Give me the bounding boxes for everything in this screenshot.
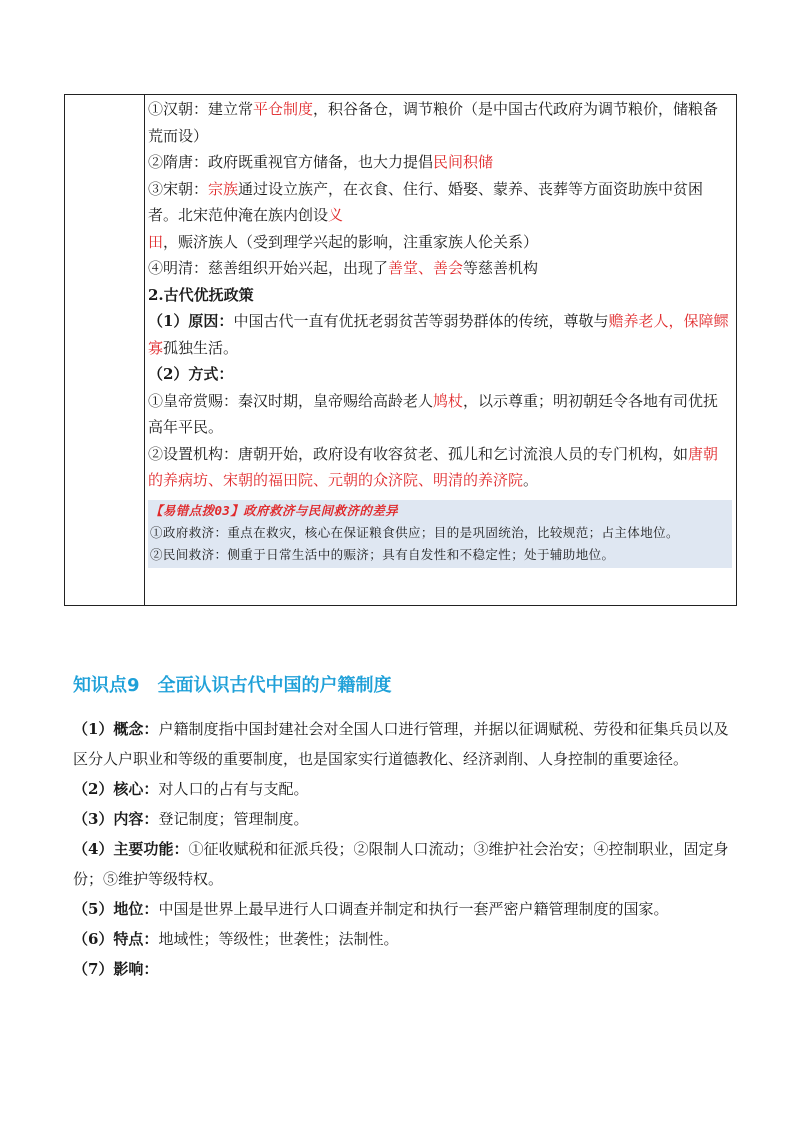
highlight: 民间积储 <box>433 153 494 171</box>
paragraph-mingqing: ④明清：慈善组织开始兴起，出现了善堂、善会等慈善机构 <box>148 259 539 277</box>
list-item: （6）特点：地域性；等级性；世袭性；法制性。 <box>73 930 399 948</box>
note-box <box>148 500 732 568</box>
item-label: （1）原因： <box>148 312 234 330</box>
subheading-youfu: 2.古代优抚政策 <box>148 285 254 304</box>
section-title: 知识点9 全面认识古代中国的户籍制度 <box>73 675 392 696</box>
list-item: （2）核心：对人口的占有与支配。 <box>73 780 309 798</box>
paragraph-han: ①汉朝：建立常平仓制度，积谷备仓，调节粮价（是中国古代政府为调节粮价，储粮备荒而设） <box>148 100 719 145</box>
highlight: 宗族 <box>208 179 239 198</box>
item-label: （3）内容： <box>73 810 159 828</box>
paragraph-method-2: ②设置机构：唐朝开始，政府设有收容贫老、孤儿和乞讨流浪人员的专门机构，如唐朝的养病坊、宋朝的福田院、元朝的众济院、明清的养济院。 <box>148 444 719 489</box>
item-label: （2）核心： <box>73 780 159 798</box>
paragraph-suitang: ②隋唐：政府既重视官方储备，也大力提倡民间积储 <box>148 153 494 171</box>
list-item: （1）概念：户籍制度指中国封建社会对全国人口进行管理，并据以征调赋税、劳役和征集兵员以及区分人户职业和等级的重要制度，也是国家实行道德教化、经济剥削、人身控制的重要途径。 <box>73 720 729 768</box>
item-label: （6）特点： <box>73 930 159 948</box>
highlight: 平仓制度 <box>253 100 314 118</box>
highlight: 鸠杖 <box>433 391 464 410</box>
item-label: （7）影响： <box>73 960 159 978</box>
table-content-cell <box>148 96 732 568</box>
note-title: 【易错点拨03】政府救济与民间救济的差异 <box>150 502 399 518</box>
highlight: 赡养老人，保障鳏寡 <box>148 312 729 357</box>
highlight: 义田 <box>148 206 344 251</box>
item-label-method: （2）方式： <box>148 365 234 383</box>
paragraph-method-1: ①皇帝赏赐：秦汉时期，皇帝赐给高龄老人鸠杖，以示尊重；明初朝廷令各地有司优抚高年平民。 <box>148 391 719 436</box>
section-body <box>73 714 733 984</box>
list-item: （3）内容：登记制度；管理制度。 <box>73 810 309 828</box>
highlight: 唐朝的养病坊、宋朝的福田院、元朝的众济院、明清的养济院 <box>148 444 719 489</box>
list-item <box>73 954 733 984</box>
paragraph-reason: （1）原因：中国古代一直有优抚老弱贫苦等弱势群体的传统，尊敬与赡养老人，保障鳏寡孤独生活。 <box>148 312 729 357</box>
paragraph-song: ③宋朝：宗族通过设立族产，在衣食、住行、婚娶、蒙养、丧葬等方面资助族中贫困者。北宋范仲淹在族内创设义田，赈济族人（受到理学兴起的影响，注重家族人伦关系） <box>148 179 704 251</box>
highlight: 善堂、善会 <box>388 259 464 277</box>
list-item: （5）地位：中国是世界上最早进行人口调查并制定和执行一套严密户籍管理制度的国家。 <box>73 900 669 918</box>
note-line: ①政府救济：重点在救灾，核心在保证粮食供应；目的是巩固统治，比较规范；占主体地位。 <box>150 524 679 540</box>
item-label: （4）主要功能： <box>73 840 189 858</box>
item-label: （1）概念： <box>73 720 159 738</box>
table-column-divider <box>144 94 145 606</box>
list-item: （4）主要功能：①征收赋税和征派兵役；②限制人口流动；③维护社会治安；④控制职业，固定身份；⑤维护等级特权。 <box>73 840 729 888</box>
item-label: （5）地位： <box>73 900 159 918</box>
note-line: ②民间救济：侧重于日常生活中的赈济；具有自发性和不稳定性；处于辅助地位。 <box>150 546 615 562</box>
